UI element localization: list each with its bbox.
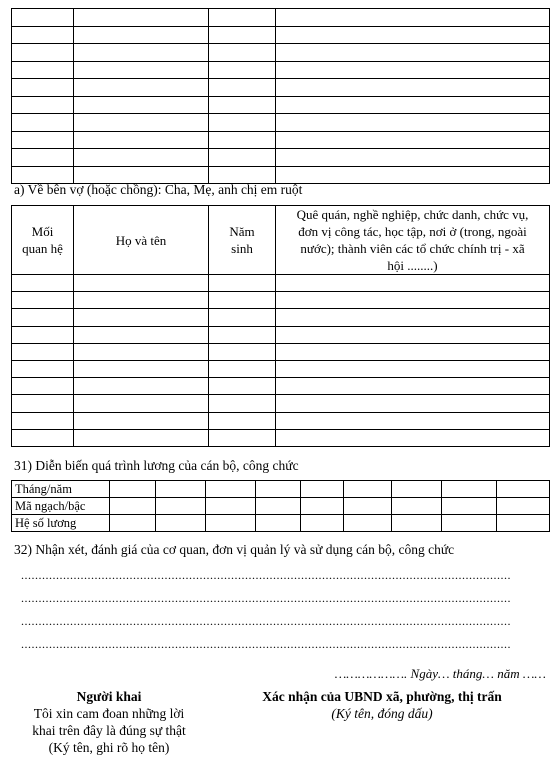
confirmation-signature-block (232, 688, 532, 722)
table-cell[interactable] (209, 326, 276, 343)
table-cell[interactable] (209, 114, 276, 132)
table-cell[interactable] (276, 292, 550, 309)
row-label-month-year: Tháng/năm (12, 481, 110, 498)
table-cell[interactable] (12, 114, 74, 132)
row-label-salary-coefficient: Hệ số lương (12, 515, 110, 532)
table-cell[interactable] (74, 326, 209, 343)
table-row (12, 114, 550, 132)
table-cell[interactable] (209, 44, 276, 62)
table-cell[interactable] (209, 131, 276, 149)
table-cell[interactable] (276, 61, 550, 79)
table-cell[interactable] (209, 395, 276, 412)
table-row (12, 360, 550, 377)
table-cell[interactable] (209, 275, 276, 292)
table-cell[interactable] (12, 131, 74, 149)
comment-line-4[interactable]: ............................................................................................................................................ (21, 637, 511, 651)
table-cell[interactable] (209, 378, 276, 395)
table-cell[interactable] (276, 378, 550, 395)
table-row (12, 429, 550, 446)
table-cell[interactable] (12, 343, 74, 360)
table-cell[interactable] (276, 429, 550, 446)
table-row (12, 61, 550, 79)
table-header-row (12, 206, 550, 275)
table-cell[interactable] (74, 378, 209, 395)
table-cell[interactable] (12, 429, 74, 446)
table-cell[interactable] (74, 343, 209, 360)
table-cell[interactable] (12, 44, 74, 62)
table-cell[interactable] (74, 429, 209, 446)
table-row (12, 149, 550, 167)
table-cell[interactable] (209, 360, 276, 377)
table-cell[interactable] (276, 96, 550, 114)
date-line: ………………. Ngày… tháng… năm …… (334, 666, 546, 681)
table-row (12, 275, 550, 292)
comment-line-2[interactable]: ............................................................................................................................................ (21, 591, 511, 605)
table-cell[interactable] (209, 96, 276, 114)
section-31-heading: 31) Diễn biến quá trình lương của cán bộ, công chức (14, 458, 299, 473)
table-cell[interactable] (276, 26, 550, 44)
table-cell[interactable] (74, 292, 209, 309)
table-cell[interactable] (209, 292, 276, 309)
table-cell[interactable] (74, 395, 209, 412)
table-cell[interactable] (74, 26, 209, 44)
table-row (12, 481, 550, 498)
comment-line-3[interactable]: ............................................................................................................................................ (21, 614, 511, 628)
table-cell[interactable] (12, 378, 74, 395)
section-32-heading: 32) Nhận xét, đánh giá của cơ quan, đơn vị quản lý và sử dụng cán bộ, công chức (14, 542, 455, 557)
header-birth-year: Năm sinh (209, 206, 276, 275)
table-cell[interactable] (12, 79, 74, 97)
table-row (12, 96, 550, 114)
table-cell[interactable] (74, 149, 209, 167)
row-label-grade-code: Mã ngạch/bậc (12, 498, 110, 515)
declarant-title: Người khai (76, 689, 142, 704)
table-cell[interactable] (74, 61, 209, 79)
table-cell[interactable] (12, 9, 74, 27)
table-cell[interactable] (209, 343, 276, 360)
table-cell[interactable] (74, 131, 209, 149)
table-cell[interactable] (12, 96, 74, 114)
table-cell[interactable] (209, 429, 276, 446)
table-cell[interactable] (12, 61, 74, 79)
table-cell[interactable] (74, 309, 209, 326)
table-cell[interactable] (276, 9, 550, 27)
declarant-statement-line-1: Tôi xin cam đoan những lời (33, 706, 185, 721)
table-row (12, 378, 550, 395)
table-row (12, 26, 550, 44)
table-cell[interactable] (74, 166, 209, 184)
table-row (12, 343, 550, 360)
table-row (12, 326, 550, 343)
table-cell[interactable] (209, 61, 276, 79)
table-cell[interactable] (209, 166, 276, 184)
header-full-name: Họ và tên (74, 206, 209, 275)
table-cell[interactable] (209, 9, 276, 27)
table-cell[interactable] (12, 149, 74, 167)
table-cell[interactable] (12, 412, 74, 429)
previous-relatives-table (11, 8, 550, 184)
table-cell[interactable] (74, 79, 209, 97)
table-cell[interactable] (276, 166, 550, 184)
table-cell[interactable] (74, 360, 209, 377)
table-cell[interactable] (276, 309, 550, 326)
table-cell[interactable] (74, 44, 209, 62)
header-details: Quê quán, nghề nghiệp, chức danh, chức vụ, đơn vị công tác, học tập, nơi ở (trong, ngoài nước); thành viên các tổ chức chính trị - xã hội ........) (276, 206, 550, 275)
table-row (12, 309, 550, 326)
declarant-sign-note: (Ký tên, ghi rõ họ tên) (48, 740, 170, 755)
table-cell[interactable] (276, 275, 550, 292)
table-cell[interactable] (209, 412, 276, 429)
table-cell[interactable] (12, 26, 74, 44)
table-cell[interactable] (12, 292, 74, 309)
salary-history-table (11, 480, 550, 532)
table-cell[interactable] (74, 275, 209, 292)
table-row (12, 79, 550, 97)
table-cell[interactable] (276, 360, 550, 377)
confirmation-sign-note: (Ký tên, đóng dấu) (331, 706, 433, 721)
table-cell[interactable] (276, 412, 550, 429)
table-cell[interactable] (74, 114, 209, 132)
table-row (12, 166, 550, 184)
table-cell[interactable] (12, 360, 74, 377)
table-cell[interactable] (209, 309, 276, 326)
declarant-signature-block (14, 688, 204, 756)
table-row (12, 395, 550, 412)
table-cell[interactable] (74, 9, 209, 27)
section-a-heading: a) Về bên vợ (hoặc chồng): Cha, Mẹ, anh chị em ruột (14, 182, 303, 197)
table-cell[interactable] (209, 149, 276, 167)
confirmation-title: Xác nhận của UBND xã, phường, thị trấn (262, 689, 502, 704)
table-cell[interactable] (209, 26, 276, 44)
table-row (12, 515, 550, 532)
table-cell[interactable] (276, 131, 550, 149)
table-row (12, 412, 550, 429)
table-cell[interactable] (276, 326, 550, 343)
table-cell[interactable] (276, 343, 550, 360)
table-cell[interactable] (276, 44, 550, 62)
table-cell[interactable] (12, 275, 74, 292)
table-row (12, 131, 550, 149)
table-cell[interactable] (276, 114, 550, 132)
table-cell[interactable] (209, 79, 276, 97)
table-cell[interactable] (276, 79, 550, 97)
declarant-statement-line-2: khai trên đây là đúng sự thật (32, 723, 186, 738)
table-row (12, 498, 550, 515)
table-row (12, 9, 550, 27)
table-cell[interactable] (12, 395, 74, 412)
table-cell[interactable] (12, 326, 74, 343)
table-cell[interactable] (74, 96, 209, 114)
table-cell[interactable] (12, 166, 74, 184)
table-row (12, 292, 550, 309)
table-cell[interactable] (276, 149, 550, 167)
table-cell[interactable] (276, 395, 550, 412)
header-relationship: Mối quan hệ (12, 206, 74, 275)
table-row (12, 44, 550, 62)
table-cell[interactable] (12, 309, 74, 326)
comment-line-1[interactable]: ............................................................................................................................................ (21, 568, 511, 582)
spouse-family-table (11, 205, 550, 447)
table-cell[interactable] (74, 412, 209, 429)
